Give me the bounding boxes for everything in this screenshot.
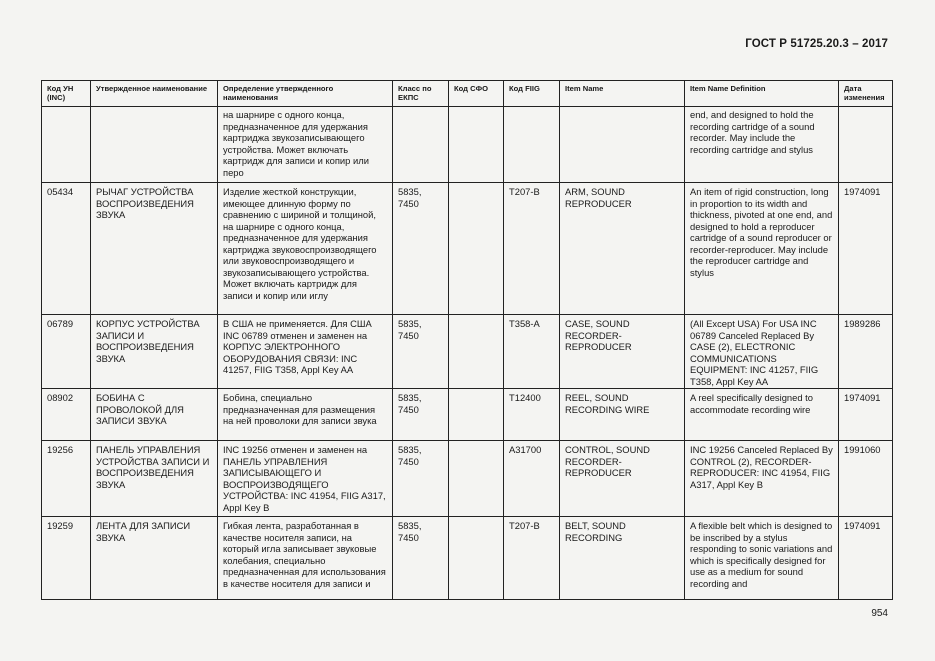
cell-name-ru: ПАНЕЛЬ УПРАВЛЕНИЯ УСТРОЙСТВА ЗАПИСИ И ВОСПРОИЗВЕДЕНИЯ ЗВУКА: [91, 441, 218, 517]
col-header-name-ru: Утвержденное наименование: [91, 81, 218, 107]
cell-date: 1991060: [839, 441, 893, 517]
cell-definition-en: A flexible belt which is designed to be inscribed by a stylus responding to sonic variations and which is specifically designed for use as a medium for sound recording and: [685, 517, 839, 600]
cell-fsc: 5835, 7450: [393, 183, 449, 315]
cell-date: [839, 107, 893, 183]
page-number: 954: [871, 608, 888, 619]
col-header-date: Дата изменения: [839, 81, 893, 107]
col-header-item-name: Item Name: [560, 81, 685, 107]
cell-name-ru: БОБИНА С ПРОВОЛОКОЙ ДЛЯ ЗАПИСИ ЗВУКА: [91, 389, 218, 441]
cell-date: 1974091: [839, 389, 893, 441]
cell-definition-ru: Гибкая лента, разработанная в качестве носителя записи, на который игла записывает звуковые колебания, специально предназначенная для использования в качестве носителя для записи и: [218, 517, 393, 600]
inc-table: [41, 80, 893, 600]
document-header: ГОСТ Р 51725.20.3 – 2017: [745, 38, 888, 50]
cell-item-name: ARM, SOUND REPRODUCER: [560, 183, 685, 315]
cell-inc: 19256: [42, 441, 91, 517]
cell-definition-ru: Изделие жесткой конструкции, имеющее длинную форму по сравнению с шириной и толщиной, на шарнире с одного конца, предназначенное для удержания картриджа звуковоспроизводящего или звуковоспроизводящего и звукозаписывающего устройства. Может включать картридж для записи и копир или иглу: [218, 183, 393, 315]
cell-item-name: [560, 107, 685, 183]
col-header-sfo: Код СФО: [449, 81, 504, 107]
col-header-definition-en: Item Name Definition: [685, 81, 839, 107]
cell-fiig: T207-B: [504, 517, 560, 600]
cell-sfo: [449, 315, 504, 389]
cell-date: 1974091: [839, 517, 893, 600]
cell-fsc: 5835, 7450: [393, 517, 449, 600]
table-row: [42, 441, 893, 517]
table-row: [42, 389, 893, 441]
table-row: [42, 315, 893, 389]
cell-definition-ru: В США не применяется. Для США INC 06789 отменен и заменен на КОРПУС ЭЛЕКТРОННОГО ОБОРУДОВАНИЯ СВЯЗИ: INC 41257, FIIG T358, Appl Key AA: [218, 315, 393, 389]
cell-sfo: [449, 389, 504, 441]
cell-definition-ru: на шарнире с одного конца, предназначенное для удержания картриджа звукозаписывающего устройства. Может включать картридж для записи и копир или перо: [218, 107, 393, 183]
cell-fiig: T358-A: [504, 315, 560, 389]
cell-name-ru: [91, 107, 218, 183]
cell-definition-en: end, and designed to hold the recording cartridge of a sound recorder. May include the recording cartridge and stylus: [685, 107, 839, 183]
cell-date: 1974091: [839, 183, 893, 315]
cell-sfo: [449, 441, 504, 517]
cell-definition-en: INC 19256 Canceled Replaced By CONTROL (2), RECORDER-REPRODUCER: INC 41954, FIIG A317, Appl Key B: [685, 441, 839, 517]
col-header-fiig: Код FIIG: [504, 81, 560, 107]
cell-item-name: BELT, SOUND RECORDING: [560, 517, 685, 600]
cell-fiig: T12400: [504, 389, 560, 441]
cell-date: 1989286: [839, 315, 893, 389]
cell-inc: 08902: [42, 389, 91, 441]
col-header-definition-ru: Определение утвержденного наименования: [218, 81, 393, 107]
cell-item-name: CASE, SOUND RECORDER-REPRODUCER: [560, 315, 685, 389]
cell-fsc: [393, 107, 449, 183]
cell-sfo: [449, 107, 504, 183]
table-row-continuation: [42, 107, 893, 183]
table-row: [42, 183, 893, 315]
cell-definition-en: An item of rigid construction, long in proportion to its width and thickness, pivoted at one end, and designed to hold a reproducer cartridge of a sound reproducer or recorder-reproducer. May include the reproducer cartridge and stylus: [685, 183, 839, 315]
cell-fsc: 5835, 7450: [393, 441, 449, 517]
table-row: [42, 517, 893, 600]
cell-definition-ru: Бобина, специально предназначенная для размещения на ней проволоки для записи звука: [218, 389, 393, 441]
cell-fsc: 5835, 7450: [393, 389, 449, 441]
cell-fsc: 5835, 7450: [393, 315, 449, 389]
cell-sfo: [449, 183, 504, 315]
cell-item-name: CONTROL, SOUND RECORDER-REPRODUCER: [560, 441, 685, 517]
cell-inc: 05434: [42, 183, 91, 315]
cell-name-ru: КОРПУС УСТРОЙСТВА ЗАПИСИ И ВОСПРОИЗВЕДЕНИЯ ЗВУКА: [91, 315, 218, 389]
cell-definition-en: A reel specifically designed to accommodate recording wire: [685, 389, 839, 441]
cell-inc: 06789: [42, 315, 91, 389]
cell-definition-en: (All Except USA) For USA INC 06789 Canceled Replaced By CASE (2), ELECTRONIC COMMUNICATIONS EQUIPMENT: INC 41257, FIIG T358, Appl Key AA: [685, 315, 839, 389]
cell-sfo: [449, 517, 504, 600]
cell-fiig: T207-B: [504, 183, 560, 315]
cell-name-ru: ЛЕНТА ДЛЯ ЗАПИСИ ЗВУКА: [91, 517, 218, 600]
cell-name-ru: РЫЧАГ УСТРОЙСТВА ВОСПРОИЗВЕДЕНИЯ ЗВУКА: [91, 183, 218, 315]
table-header-row: [42, 81, 893, 107]
col-header-fsc: Класс по ЕКПС: [393, 81, 449, 107]
cell-definition-ru: INC 19256 отменен и заменен на ПАНЕЛЬ УПРАВЛЕНИЯ ЗАПИСЫВАЮЩЕГО И ВОСПРОИЗВОДЯЩЕГО УСТРОЙСТВА: INC 41954, FIIG A317, Appl Key B: [218, 441, 393, 517]
col-header-inc: Код УН (INC): [42, 81, 91, 107]
cell-item-name: REEL, SOUND RECORDING WIRE: [560, 389, 685, 441]
cell-inc: 19259: [42, 517, 91, 600]
cell-inc: [42, 107, 91, 183]
cell-fiig: A31700: [504, 441, 560, 517]
cell-fiig: [504, 107, 560, 183]
